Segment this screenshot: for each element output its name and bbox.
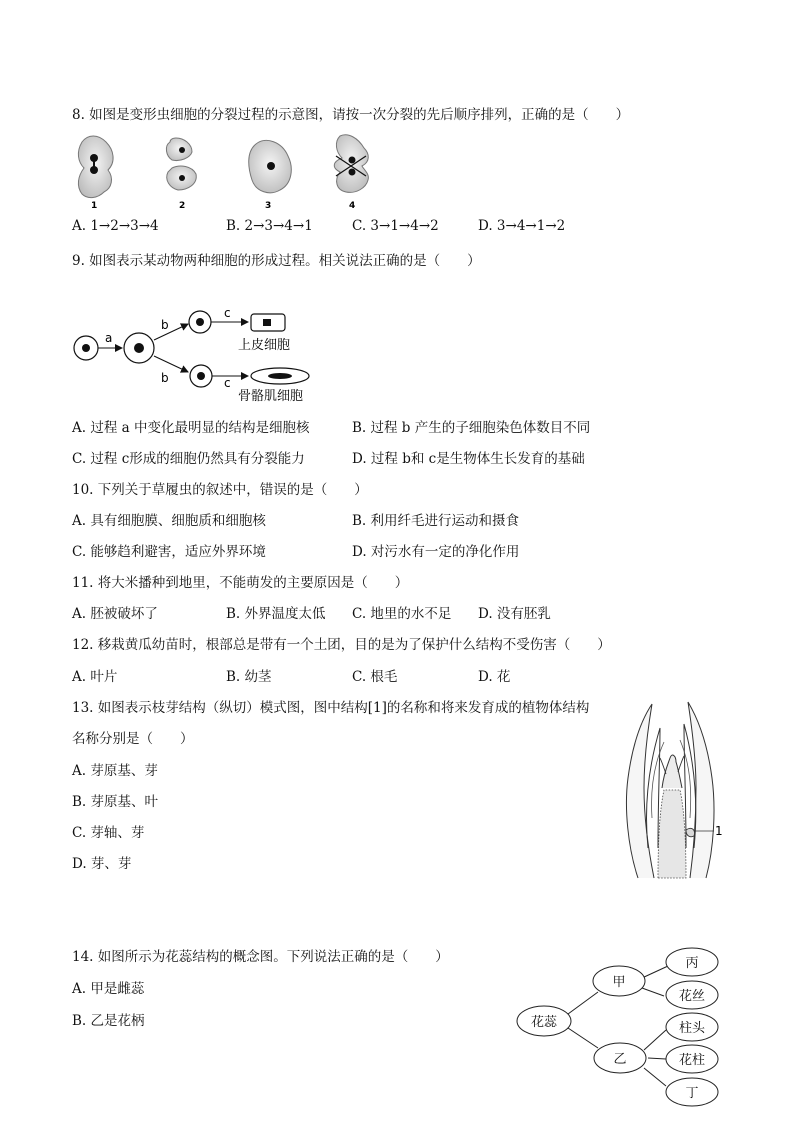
q12-option-b: B. 幼茎 — [226, 669, 272, 685]
q10-option-a: A. 具有细胞膜、细胞质和细胞核 — [72, 513, 266, 529]
concept-node-huazhu: 花柱 — [678, 1053, 706, 1068]
q9-option-b: B. 过程 b 产生的子细胞染色体数目不同 — [352, 420, 591, 436]
concept-node-zhutou: 柱头 — [678, 1021, 706, 1036]
process-c-lower-label: c — [224, 376, 231, 390]
cell-formation-figure — [70, 302, 330, 406]
q13-option-d: D. 芽、芽 — [72, 856, 132, 872]
q10-stem: 10. 下列关于草履虫的叙述中，错误的是（ ） — [72, 482, 368, 498]
concept-node-yi: 乙 — [613, 1052, 627, 1067]
amoeba-label-4: 4 — [349, 201, 356, 211]
bud-structure-1-label: 1 — [715, 824, 723, 838]
q10-option-d: D. 对污水有一定的净化作用 — [352, 544, 520, 560]
amoeba-stage-1 — [78, 136, 113, 198]
stamen-pistil-concept-map — [514, 944, 724, 1114]
amoeba-label-3: 3 — [265, 201, 272, 211]
q8-option-d: D. 3→4→1→2 — [478, 218, 566, 234]
q9-option-c: C. 过程 c形成的细胞仍然具有分裂能力 — [72, 451, 305, 467]
q13-option-a: A. 芽原基、芽 — [72, 763, 158, 779]
q14-option-a: A. 甲是雌蕊 — [72, 981, 145, 997]
q11-option-a: A. 胚被破坏了 — [72, 606, 158, 622]
q11-stem: 11. 将大米播种到地里，不能萌发的主要原因是（ ） — [72, 575, 409, 591]
concept-node-jia: 甲 — [612, 975, 626, 990]
amoeba-division-figure — [70, 128, 390, 212]
q9-option-a: A. 过程 a 中变化最明显的结构是细胞核 — [72, 420, 310, 436]
q9-stem: 9. 如图表示某动物两种细胞的形成过程。相关说法正确的是（ ） — [72, 253, 481, 269]
process-c-upper-label: c — [224, 306, 231, 320]
concept-node-huasi: 花丝 — [678, 989, 706, 1004]
amoeba-label-1: 1 — [91, 201, 98, 211]
amoeba-stage-2 — [166, 138, 196, 190]
epithelial-cell-label: 上皮细胞 — [238, 338, 291, 353]
q10-option-b: B. 利用纤毛进行运动和摄食 — [352, 513, 520, 529]
q12-option-a: A. 叶片 — [72, 669, 118, 685]
q12-option-c: C. 根毛 — [352, 669, 398, 685]
q11-option-b: B. 外界温度太低 — [226, 606, 326, 622]
concept-node-bing: 丙 — [685, 956, 699, 971]
concept-node-root: 花蕊 — [530, 1015, 558, 1030]
q11-option-d: D. 没有胚乳 — [478, 606, 551, 622]
concept-node-ding: 丁 — [685, 1086, 699, 1101]
q11-option-c: C. 地里的水不足 — [352, 606, 452, 622]
amoeba-stage-3 — [249, 140, 292, 192]
q12-option-d: D. 花 — [478, 669, 511, 685]
q8-option-c: C. 3→1→4→2 — [352, 218, 439, 234]
q9-option-d: D. 过程 b和 c是生物体生长发育的基础 — [352, 451, 585, 467]
process-b-lower-label: b — [161, 371, 169, 385]
process-b-upper-label: b — [161, 318, 169, 332]
q13-stem-line1: 13. 如图表示枝芽结构（纵切）模式图，图中结构[1]的名称和将来发育成的植物体结构 — [72, 700, 590, 716]
q14-option-b: B. 乙是花柄 — [72, 1013, 145, 1029]
q8-stem: 8. 如图是变形虫细胞的分裂过程的示意图，请按一次分裂的先后顺序排列，正确的是（ ） — [72, 107, 630, 123]
q10-option-c: C. 能够趋利避害，适应外界环境 — [72, 544, 266, 560]
bud-longitudinal-section-figure — [614, 698, 726, 882]
q14-stem: 14. 如图所示为花蕊结构的概念图。下列说法正确的是（ ） — [72, 949, 449, 965]
q8-option-b: B. 2→3→4→1 — [226, 218, 313, 234]
q12-stem: 12. 移栽黄瓜幼苗时，根部总是带有一个土团，目的是为了保护什么结构不受伤害（ ） — [72, 637, 611, 653]
q13-stem-line2: 名称分别是（ ） — [72, 731, 194, 747]
amoeba-stage-4 — [334, 135, 368, 193]
q13-option-c: C. 芽轴、芽 — [72, 825, 145, 841]
skeletal-muscle-cell-label: 骨骼肌细胞 — [238, 389, 304, 404]
amoeba-label-2: 2 — [179, 201, 186, 211]
q8-option-a: A. 1→2→3→4 — [72, 218, 159, 234]
process-a-label: a — [105, 331, 113, 345]
q13-option-b: B. 芽原基、叶 — [72, 794, 159, 810]
